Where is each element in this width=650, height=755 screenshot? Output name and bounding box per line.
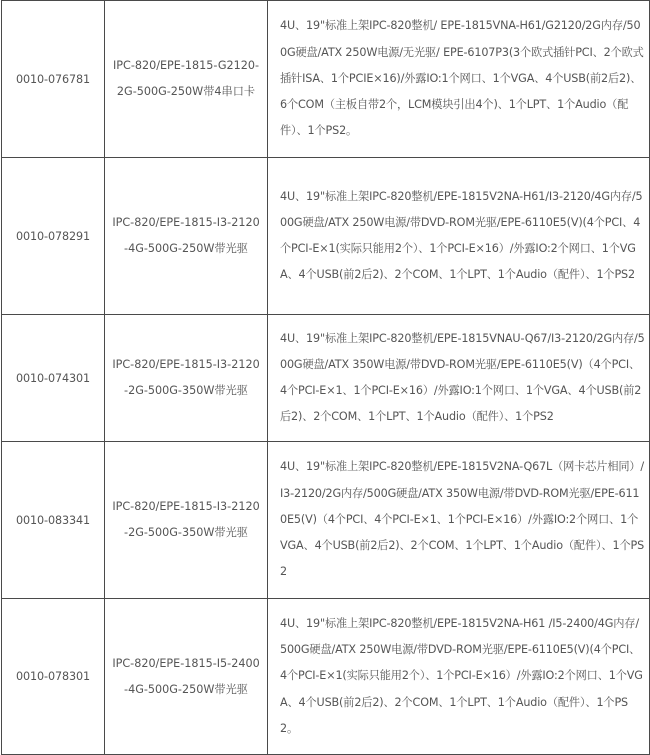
- model-cell: IPC-820/EPE-1815-G2120-2G-500G-250W带4串口卡: [105, 1, 268, 158]
- part-number-cell: 0010-078291: [2, 158, 105, 315]
- part-number-cell: 0010-083341: [2, 442, 105, 599]
- part-number-cell: 0010-076781: [2, 1, 105, 158]
- description-cell: 4U、19"标准上架IPC-820整机/EPE-1815V2NA-Q67L（网卡芯片相同）/I3-2120/2G内存/500G硬盘/ATX 350W电源/带DVD-ROM光驱/EPE-6110E5(V)（4个PCI、4个PCI-E×1、1个PCI-E×16）/外露IO:2个网口、1个VGA、4个USB(前2后2)、2个COM、1个LPT、1个Audio（配件）、1个PS2: [268, 442, 650, 599]
- model-cell: IPC-820/EPE-1815-I3-2120-2G-500G-350W带光驱: [105, 315, 268, 442]
- description-cell: 4U、19"标准上架IPC-820整机/EPE-1815V2NA-H61/I3-2120/4G内存/500G硬盘/ATX 250W电源/带DVD-ROM光驱/EPE-6110E5(V)(4个PCI、4个PCI-E×1(实际只能用2个）、1个PCI-E×16）/外露IO:2个网口、1个VGA、4个USB(前2后2)、2个COM、1个LPT、1个Audio（配件）、1个PS2: [268, 158, 650, 315]
- description-cell: 4U、19"标准上架IPC-820整机/ EPE-1815VNA-H61/G2120/2G内存/500G硬盘/ATX 250W电源/无光驱/ EPE-6107P3(3个欧式插针PCI、2个欧式插针ISA、1个PCIE×16)/外露IO:1个网口、1个VGA、4个USB(前2后2)、6个COM（主板自带2个，LCM模块引出4个)、1个LPT、1个Audio（配件）、1个PS2。: [268, 1, 650, 158]
- table-row: [2, 599, 650, 755]
- model-cell: IPC-820/EPE-1815-I3-2120-4G-500G-250W带光驱: [105, 158, 268, 315]
- table-row: [2, 158, 650, 315]
- description-cell: 4U、19"标准上架IPC-820整机/EPE-1815VNAU-Q67/I3-2120/2G内存/500G硬盘/ATX 350W电源/带DVD-ROM光驱/EPE-6110E5(V)（4个PCI、4个PCI-E×1、1个PCI-E×16）/外露IO:1个网口、1个VGA、4个USB(前2后2)、2个COM、1个LPT、1个Audio（配件）、1个PS2: [268, 315, 650, 442]
- description-cell: 4U、19"标准上架IPC-820整机/EPE-1815V2NA-H61 /I5-2400/4G内存/500G硬盘/ATX 250W电源/带DVD-ROM光驱/EPE-6110E5(V)(4个PCI、4个PCI-E×1(实际只能用2个）、1个PCI-E×16）/外露IO:2个网口、1个VGA、4个USB(前2后2)、2个COM、1个LPT、1个Audio（配件）、1个PS2。: [268, 599, 650, 755]
- product-spec-table: [1, 0, 650, 755]
- part-number-cell: 0010-078301: [2, 599, 105, 755]
- table-row: [2, 315, 650, 442]
- model-cell: IPC-820/EPE-1815-I5-2400-4G-500G-250W带光驱: [105, 599, 268, 755]
- part-number-cell: 0010-074301: [2, 315, 105, 442]
- model-cell: IPC-820/EPE-1815-I3-2120-2G-500G-350W带光驱: [105, 442, 268, 599]
- table-row: [2, 1, 650, 158]
- table-row: [2, 442, 650, 599]
